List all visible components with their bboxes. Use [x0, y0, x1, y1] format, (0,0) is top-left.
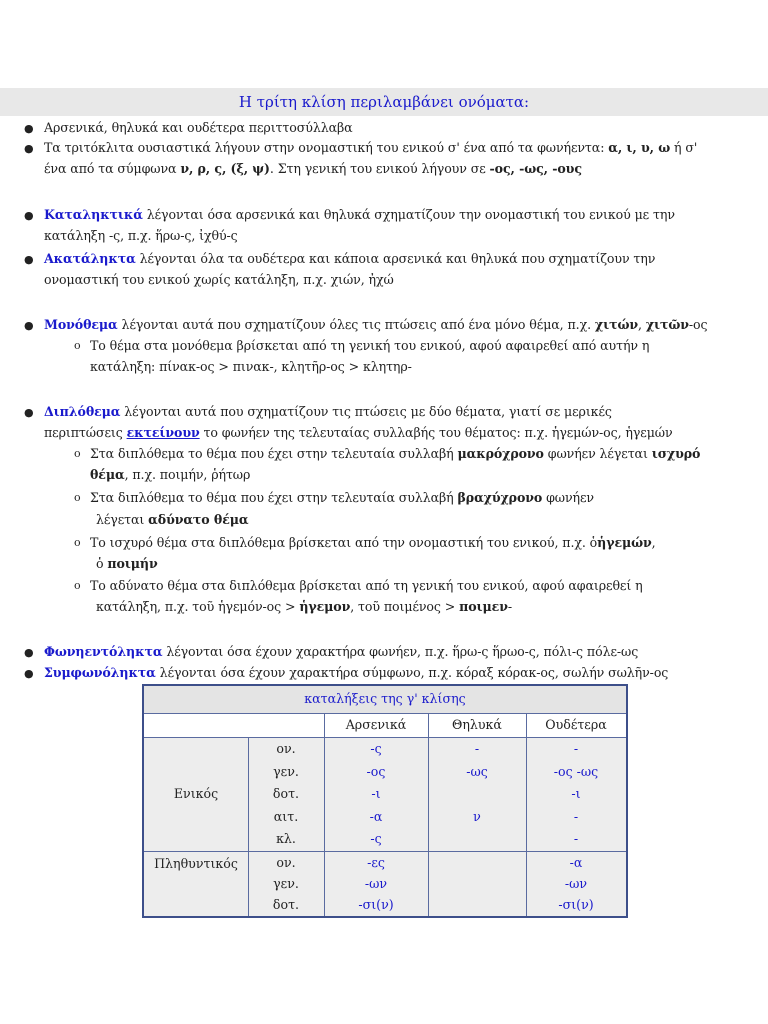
grid-line: [144, 737, 626, 738]
term-akatalikta: Ακατάληκτα: [44, 251, 136, 266]
case-label: γεν.: [273, 763, 299, 779]
ending-neuter: -ος -ως: [553, 763, 599, 779]
weak-stem-line: Στα διπλόθεμα το θέμα που έχει στην τελευταία συλλαβή βραχύχρονο φωνήεν: [90, 490, 594, 505]
intro-line-3: ένα από τα σύμφωνα ν, ρ, ς, (ξ, ψ). Στη γενική του ενικού λήγουν σε -ος, -ως, -ους: [44, 161, 582, 176]
ending-neuter: -: [573, 741, 579, 756]
case-label: δοτ.: [272, 786, 300, 801]
ending-feminine: ν: [473, 808, 481, 824]
section-heading: Η τρίτη κλίση περιλαμβάνει ονόματα:: [0, 88, 768, 116]
ending-masculine: -ς: [370, 831, 382, 846]
symfonolikta-line: Συμφωνόληκτα λέγονται όσα έχουν χαρακτήρα σύμφωνο, π.χ. κόραξ κόρακ-ος, σωλήν σωλῆν-ος: [44, 665, 669, 680]
term-fonientolikta: Φωνηεντόληκτα: [44, 644, 163, 659]
akatalikta-line-2: ονομαστική του ενικού χωρίς κατάληξη, π.χ. χιών, ἠχώ: [44, 272, 394, 287]
sub-bullet-marker: o: [74, 447, 81, 460]
monothema-sub-line-2: κατάληξη: πίνακ-ος > πινακ-, κλητῆρ-ος > κλητηρ-: [90, 359, 412, 374]
endings-table: [142, 684, 628, 918]
sub-bullet-marker: o: [74, 491, 81, 504]
grid-line: [144, 851, 626, 852]
ending-masculine: -ι: [371, 786, 381, 801]
col-header-neuter: Ουδέτερα: [545, 717, 607, 732]
grid-line: [144, 713, 626, 714]
col-header-masculine: Αρσενικά: [345, 717, 407, 732]
bullet-marker: ●: [24, 253, 34, 266]
ending-masculine: -ων: [364, 876, 388, 891]
weak-stem-line-2: λέγεται αδύνατο θέμα: [96, 512, 249, 527]
strong-stem-line-2: θέμα, π.χ. ποιμήν, ῥήτωρ: [90, 467, 251, 482]
term-symfonolikta: Συμφωνόληκτα: [44, 665, 156, 680]
strong-stem-source-line-2: ὁ ποιμήν: [96, 556, 158, 571]
monothema-line: Μονόθεμα λέγονται αυτά που σχηματίζουν όλες τις πτώσεις από ένα μόνο θέμα, π.χ. χιτών, χιτῶν-ος: [44, 317, 708, 332]
kataliktika-line: Καταληκτικά λέγονται όσα αρσενικά και θηλυκά σχηματίζουν την ονομαστική του ενικού με την: [44, 207, 675, 222]
case-label: αιτ.: [273, 808, 299, 824]
kataliktika-line-2: κατάληξη -ς, π.χ. ἥρω-ς, ἰχθύ-ς: [44, 228, 238, 243]
ending-feminine: -ως: [466, 763, 488, 779]
case-label: ον.: [276, 741, 296, 756]
number-label-singular: Ενικός: [173, 786, 219, 801]
ending-masculine: -ες: [367, 855, 385, 870]
ending-masculine: -α: [369, 808, 383, 824]
weak-stem-source-line-2: κατάληξη, π.χ. τοῦ ἡγεμόν-ος > ἡγεμον, τοῦ ποιμένος > ποιμεν-: [96, 599, 513, 614]
ending-neuter: -α: [569, 855, 583, 870]
ending-neuter: -ι: [571, 786, 581, 801]
number-label-plural: Πληθυντικός: [154, 856, 238, 871]
term-kataliktika: Καταληκτικά: [44, 207, 143, 222]
col-header-feminine: Θηλυκά: [452, 717, 502, 732]
ending-masculine: -ος: [366, 763, 386, 779]
ending-masculine: -σι(ν): [358, 897, 394, 912]
fonientolikta-line: Φωνηεντόληκτα λέγονται όσα έχουν χαρακτήρα φωνήεν, π.χ. ἥρω-ς ἥρωο-ς, πόλι-ς πόλε-ως: [44, 644, 639, 659]
weak-stem-source-line: Το αδύνατο θέμα στα διπλόθεμα βρίσκεται από τη γενική του ενικού, αφού αφαιρεθεί η: [90, 578, 643, 593]
akatalikta-line: Ακατάληκτα λέγονται όλα τα ουδέτερα και κάποια αρσενικά και θηλυκά που σχηματίζουν την: [44, 251, 656, 266]
bullet-marker: ●: [24, 122, 34, 135]
bullet-marker: ●: [24, 319, 34, 332]
bullet-marker: ●: [24, 667, 34, 680]
ending-neuter: -: [573, 808, 579, 824]
sub-bullet-marker: o: [74, 536, 81, 549]
ending-masculine: -ς: [370, 741, 382, 756]
sub-bullet-marker: o: [74, 579, 81, 592]
bullet-marker: ●: [24, 406, 34, 419]
case-label: γεν.: [273, 876, 299, 891]
bullet-marker: ●: [24, 646, 34, 659]
ending-neuter: -ων: [564, 876, 588, 891]
diplothema-line: Διπλόθεμα λέγονται αυτά που σχηματίζουν τις πτώσεις με δύο θέματα, γιατί σε μερικές: [44, 404, 612, 419]
term-monothema: Μονόθεμα: [44, 317, 118, 332]
ending-feminine: -: [474, 741, 480, 756]
term-diplothema: Διπλόθεμα: [44, 404, 121, 419]
table-title: καταλήξεις της γ' κλίσης: [304, 691, 466, 706]
strong-stem-line: Στα διπλόθεμα το θέμα που έχει στην τελευταία συλλαβή μακρόχρονο φωνήεν λέγεται ισχυρό: [90, 446, 701, 461]
sub-bullet-marker: o: [74, 339, 81, 352]
case-label: κλ.: [276, 831, 296, 846]
diplothema-line-2: περιπτώσεις εκτείνουν το φωνήεν της τελευταίας συλλαβής του θέματος: π.χ. ἡγεμών-ος, ἡγεμών: [44, 425, 673, 440]
case-label: δοτ.: [272, 897, 300, 912]
ending-neuter: -: [573, 831, 579, 846]
monothema-sub-line: Το θέμα στα μονόθεμα βρίσκεται από τη γενική του ενικού, αφού αφαιρεθεί από αυτήν η: [90, 338, 650, 353]
bullet-marker: ●: [24, 209, 34, 222]
case-label: ον.: [276, 855, 296, 870]
ending-neuter: -σι(ν): [558, 897, 594, 912]
intro-line-2: Τα τριτόκλιτα ουσιαστικά λήγουν στην ονομαστική του ενικού σ' ένα από τα φωνήεντα: α, ι, υ, ω ή σ': [44, 140, 698, 155]
term-ekteinoun: εκτείνουν: [126, 425, 200, 440]
strong-stem-source-line: Το ισχυρό θέμα στα διπλόθεμα βρίσκεται από την ονομαστική του ενικού, π.χ. ὁἡγεμών,: [90, 535, 656, 550]
intro-line-1: Αρσενικά, θηλυκά και ουδέτερα περιττοσύλλαβα: [44, 120, 353, 135]
bullet-marker: ●: [24, 142, 34, 155]
